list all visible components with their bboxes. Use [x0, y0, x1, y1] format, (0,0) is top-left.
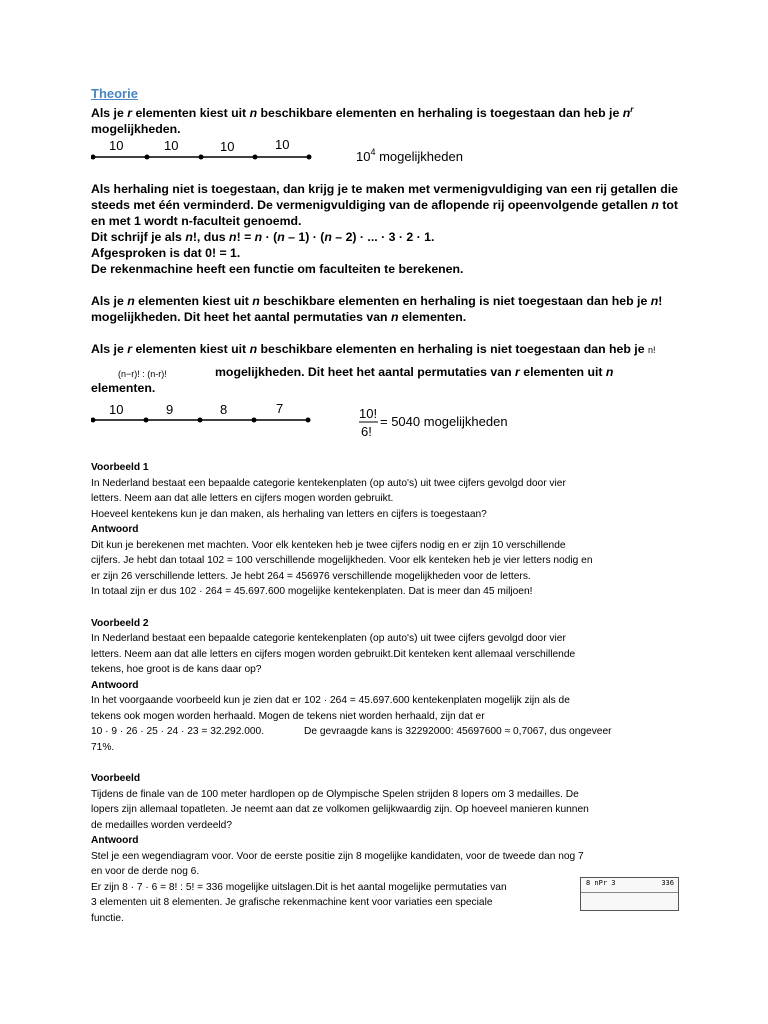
diagram2-label-1: 10: [109, 402, 124, 418]
diagram2-fraction-denominator: 6!: [361, 424, 372, 440]
tree-diagram-2: [91, 402, 681, 442]
voorbeeld-3-answer-line: Er zijn 8 · 7 · 6 = 8! : 5! = 336 mogelijke uitslagen.Dit is het aantal mogelijke permutaties van: [91, 881, 507, 893]
voorbeeld-2-title: Voorbeeld 2: [91, 617, 149, 629]
theorie-paragraph-3: Als je n elementen kiest uit n beschikbare elementen en herhaling is niet toegestaan dan heb je n! mogelijkheden. Dit heet het aantal permutaties van n elementen.: [91, 294, 663, 325]
calculator-output: 336: [661, 879, 674, 887]
voorbeeld-3-answer-line: functie.: [91, 912, 124, 924]
diagram1-label-3: 10: [220, 139, 235, 155]
voorbeeld-2-line: letters. Neem aan dat alle letters en cijfers mogen worden gebruikt.Dit kenteken kent allemaal verschillende: [91, 648, 576, 660]
calculator-divider: [581, 892, 678, 893]
tree-diagram-1: [91, 137, 681, 167]
voorbeeld-2-calc-end: 71%.: [91, 741, 115, 753]
voorbeeld-3-answer-line: en voor de derde nog 6.: [91, 866, 200, 878]
voorbeeld-1-title: Voorbeeld 1: [91, 462, 149, 474]
voorbeeld-1-answer-line: cijfers. Je hebt dan totaal 102 = 100 verschillende mogelijkheden. Voor elk kenteken heb je vier letters nodig en: [91, 555, 593, 567]
voorbeeld-1-line: letters. Neem aan dat alle letters en cijfers mogen worden gebruikt.: [91, 493, 394, 505]
diagram1-label-1: 10: [109, 138, 124, 154]
diagram2-label-2: 9: [166, 402, 174, 418]
permutation-formula: (n−r)! : (n-r)!: [118, 369, 167, 380]
diagram2-label-3: 8: [220, 402, 228, 418]
voorbeeld-3-answer-title: Antwoord: [91, 835, 139, 847]
voorbeeld-2-calc-line: 10 · 9 · 26 · 25 · 24 · 23 = 32.292.000. De gevraagde kans is 32292000: 45697600 ≈ 0,7067, dus ongeveer: [91, 726, 612, 738]
diagram2-result: = 5040 mogelijkheden: [380, 414, 508, 430]
voorbeeld-3-answer-line: Stel je een wegendiagram voor. Voor de eerste positie zijn 8 mogelijke kandidaten, voor de tweede dan nog 7: [91, 850, 584, 862]
diagram1-result: $10^4$ mogelijkheden: [356, 147, 463, 165]
voorbeeld-1-answer-line: Dit kun je berekenen met machten. Voor elk kenteken heb je twee cijfers nodig en er zijn 10 verschillende: [91, 539, 566, 551]
voorbeeld-3-answer-line: 3 elementen uit 8 elementen. Je grafische rekenmachine kent voor variaties een speciale: [91, 897, 493, 909]
voorbeeld-3-line: Tijdens de finale van de 100 meter hardlopen op de Olympische Spelen strijden 8 lopers om 3 medailles. De: [91, 788, 579, 800]
theorie-paragraph-2: Als herhaling niet is toegestaan, dan krijg je te maken met vermenigvuldiging van een rij getallen die steeds met één verminderd. De vermenigvuldiging van de aflopende rij opeenvolgende getallen n tot en met 1 wordt n-faculteit genoemd. Dit schrijf je als n!, dus n! = n · (n – 1) · (n – 2) · ... · 3 · 2 · 1. Afgesproken is dat 0! = 1. De rekenmachine heeft een functie om faculteiten te berekenen.: [91, 182, 678, 277]
theorie-heading: Theorie: [91, 86, 138, 101]
diagram2-label-4: 7: [276, 402, 284, 417]
voorbeeld-1-answer-line: In totaal zijn er dus 102 · 264 = 45.697.600 mogelijke kentekenplaten. Dat is meer dan 45 miljoen!: [91, 586, 533, 598]
calculator-input: 8 nPr 3: [586, 879, 616, 887]
theorie-paragraph-1: Als je r elementen kiest uit n beschikbare elementen en herhaling is toegestaan dan heb je $n^r$ mogelijkheden.: [91, 105, 634, 137]
voorbeeld-1-line: In Nederland bestaat een bepaalde categorie kentekenplaten (op auto's) uit twee cijfers gevolgd door vier: [91, 477, 566, 489]
voorbeeld-1-answer-line: er zijn 26 verschillende letters. Je hebt 264 = 456976 verschillende mogelijkheden voor de letters.: [91, 570, 531, 582]
voorbeeld-3-title: Voorbeeld: [91, 773, 141, 785]
voorbeeld-2-answer-line: tekens ook mogen worden herhaald. Mogen de tekens niet worden herhaald, zijn dat er: [91, 710, 485, 722]
voorbeeld-1: [91, 460, 681, 600]
voorbeeld-1-line: Hoeveel kentekens kun je dan maken, als herhaling van letters en cijfers is toegestaan?: [91, 508, 487, 520]
diagram1-label-2: 10: [164, 138, 179, 154]
permutation-formula-block: (n−r)! : (n-r)! mogelijkheden. Dit heet het aantal permutaties van r elementen uit n elementen.: [91, 365, 614, 396]
voorbeeld-2-answer-line: In het voorgaande voorbeeld kun je zien dat er 102 · 264 = 45.697.600 kentekenplaten mogelijk zijn als de: [91, 695, 570, 707]
voorbeeld-2-line: In Nederland bestaat een bepaalde categorie kentekenplaten (op auto's) uit twee cijfers gevolgd door vier: [91, 633, 566, 645]
voorbeeld-3-line: lopers zijn allemaal topatleten. Je neemt aan dat ze volkomen gelijkwaardig zijn. Op hoeveel manieren kunnen: [91, 804, 589, 816]
voorbeeld-2: [91, 616, 681, 756]
voorbeeld-1-answer-title: Antwoord: [91, 524, 139, 536]
theorie-paragraph-4: Als je r elementen kiest uit n beschikbare elementen en herhaling is niet toegestaan dan heb je n!: [91, 342, 656, 357]
voorbeeld-2-line: tekens, hoe groot is de kans daar op?: [91, 664, 262, 676]
voorbeeld-2-answer-title: Antwoord: [91, 679, 139, 691]
diagram2-fraction-numerator: 10!: [359, 406, 378, 422]
document-page: [91, 86, 681, 926]
calculator-screenshot: [580, 877, 679, 911]
voorbeeld-3-line: de medailles worden verdeeld?: [91, 819, 233, 831]
diagram1-label-4: 10: [275, 137, 290, 153]
